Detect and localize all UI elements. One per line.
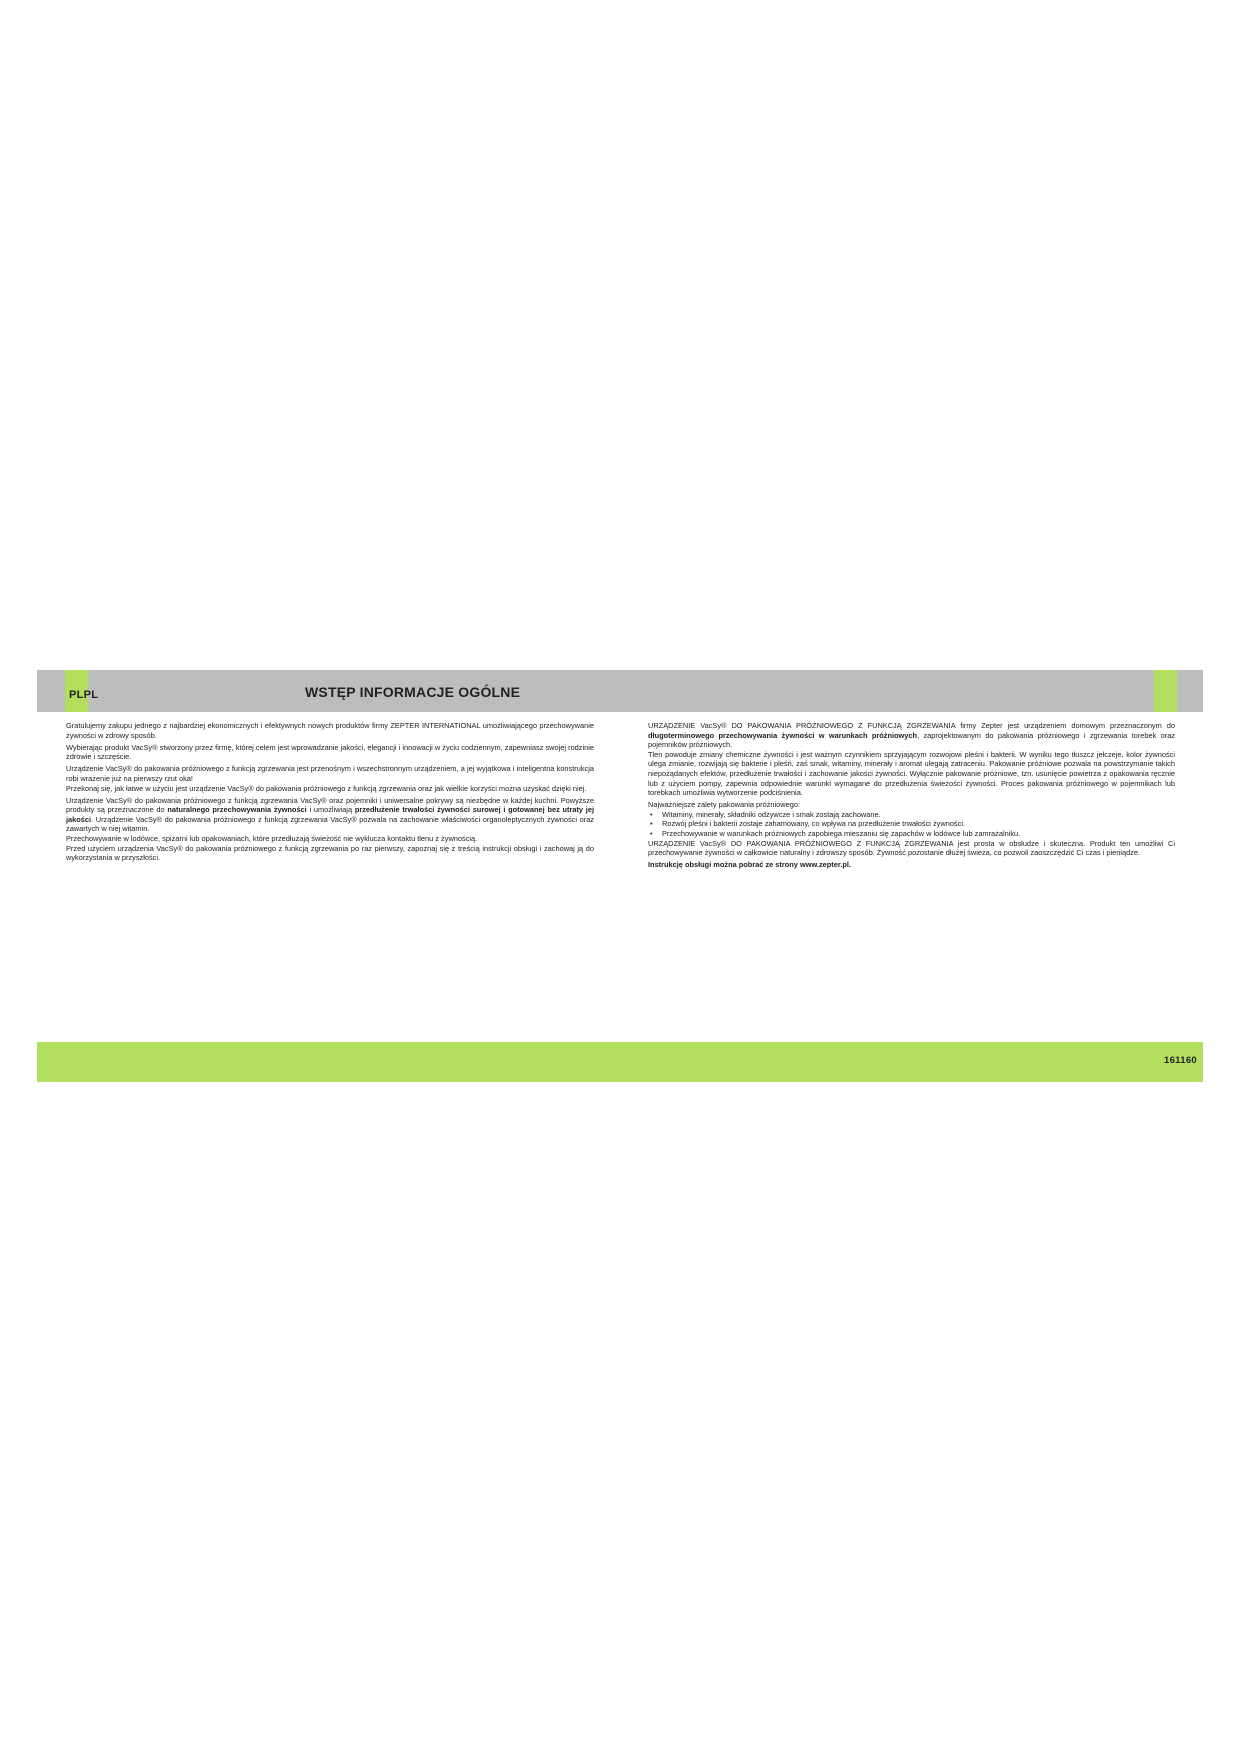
footer-bar: [37, 1042, 1203, 1082]
paragraph: Urządzenie VacSy® do pakowania próżniowego z funkcją zgrzewania jest przenośnym i wszechstronnym urządzeniem, a jej wyjątkowa i inteligentna konstrukcja robi wrażenie już na pierwszy rzut oka!: [66, 764, 594, 783]
list-item: • Przechowywanie w warunkach próżniowych zapobiega mieszaniu się zapachów w lodówce lub zamrażalniku.: [648, 829, 1175, 839]
page-title: WSTĘP INFORMACJE OGÓLNE: [305, 684, 521, 700]
paragraph: Gratulujemy zakupu jednego z najbardziej ekonomicznych i efektywnych nowych produktów firmy ZEPTER INTERNATIONAL umożliwiającego przechowywanie żywności w zdrowy sposób.: [66, 721, 594, 740]
right-text-column: [648, 721, 1175, 870]
page-number: 161160: [1164, 1055, 1197, 1066]
download-note: Instrukcję obsługi można pobrać ze strony www.zepter.pl.: [648, 860, 852, 870]
language-code: PLPL: [69, 689, 99, 701]
paragraph: Wybierając produkt VacSy® stworzony przez firmę, której celem jest wprowadzanie jakości, elegancji i innowacji w życiu codziennym, zapewniasz swojej rodzinie zdrowie i szczęście.: [66, 742, 594, 762]
paragraph: Tlen powoduje zmiany chemiczne żywności i jest ważnym czynnikiem sprzyjającym rozwojowi pleśni i bakterii. W wyniku tego tłuszcz jełczeje, kolor żywności ulega zmianie, rozwijają się bakterie i pleśń, zaś smak, witaminy, minerały i aromat ulegają zatraceniu. Pakowanie próżniowe pozwala na powstrzymanie takich niepożądanych efektów, przedłużenie trwałości i zachowanie jakości żywności. Wyłącznie pakowanie próżniowe, tzn. usunięcie powietrza z opakowania ręcznie lub z użyciem pompy, zapewnia odpowiednie warunki wymagane do przedłużenia świeżości żywności. Proces pakowania próżniowego w pojemnikach lub torebkach umożliwia wytworzenie podciśnienia.: [648, 749, 1175, 798]
paragraph: Przed użyciem urządzenia VacSy® do pakowania próżniowego z funkcją zgrzewania po raz pierwszy, zapoznaj się z treścią instrukcji obsługi i zachowaj ją do wykorzystania w przyszłości.: [66, 843, 594, 863]
paragraph: URZĄDZENIE VacSy® DO PAKOWANIA PRÓŻNIOWEGO Z FUNKCJĄ ZGRZEWANIA jest prosta w obsłudze i skuteczna. Produkt ten umożliwi Ci przechowywanie żywności w całkowicie naturalny i zdrowszy sposób. Żywność pozostanie dłużej świeża, co pozwoli zaoszczędzić Ci czas i pieniądze.: [648, 838, 1175, 858]
header-bar: [37, 670, 1203, 712]
language-tab-marker-right: [1154, 670, 1177, 712]
bold-phrase: długoterminowego przechowywania żywności w warunkach próżniowych: [648, 730, 918, 740]
bold-phrase: naturalnego przechowywania żywności: [167, 805, 307, 815]
advantages-list: [648, 810, 1175, 839]
bold-phrase: przedłużenie trwałości żywności surowej i gotowanej bez utraty jej jakości: [66, 805, 594, 824]
paragraph: URZĄDZENIE VacSy® DO PAKOWANIA PRÓŻNIOWEGO Z FUNKCJĄ ZGRZEWANIA firmy Zepter jest urządzeniem domowym przeznaczonym do długoterminowego przechowywania żywności w warunkach próżniowych, zaprojektowanym do pakowania próżniowego i zgrzewania torebek oraz pojemników próżniowych.: [648, 721, 1175, 750]
list-item: • Rozwój pleśni i bakterii zostaje zahamowany, co wpływa na przedłużenie trwałości żywności.: [648, 819, 1175, 829]
paragraph: Przekonaj się, jak łatwe w użyciu jest urządzenie VacSy® do pakowania próżniowego z funkcją zgrzewania oraz jak wielkie korzyści można uzyskać dzięki niej.: [66, 783, 587, 793]
paragraph: Urządzenie VacSy® do pakowania próżniowego z funkcją zgrzewania VacSy® oraz pojemniki i uniwersalne pokrywy są niezbędne w każdej kuchni. Powyższe produkty są przeznaczone do naturalnego przechowywania żywności i umożliwiają przedłużenie trwałości żywności surowej i gotowanej bez utraty jej jakości. Urządzenie VacSy® do pakowania próżniowego z funkcją zgrzewania VacSy® pozwala na zachowanie właściwości organoleptycznych żywności oraz zawartych w niej witamin.: [66, 795, 594, 834]
list-intro: Najważniejsze zalety pakowania próżniowego:: [648, 800, 801, 810]
paragraph: Przechowywanie w lodówce, spiżarni lub opakowaniach, które przedłużają świeżość nie wyklucza kontaktu tlenu z żywnością.: [66, 834, 478, 844]
left-text-column: [66, 721, 594, 863]
list-item: • Witaminy, minerały, składniki odżywcze i smak zostają zachowane.: [648, 810, 1175, 820]
